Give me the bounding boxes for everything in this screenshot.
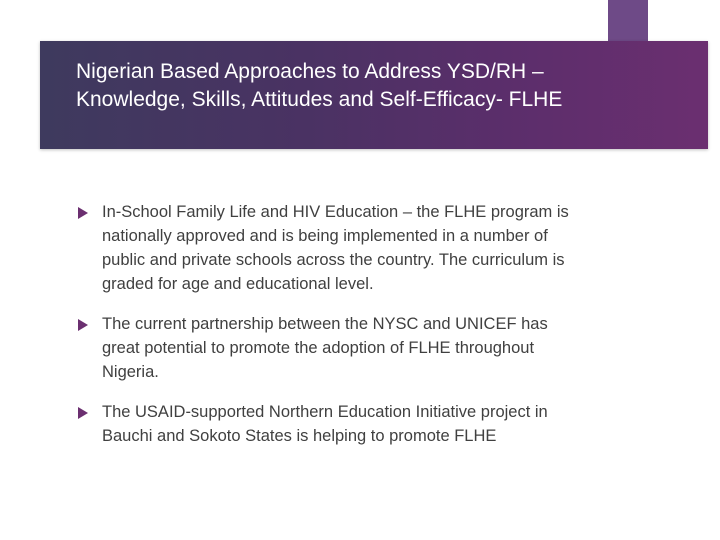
- accent-strip: [608, 0, 648, 41]
- bullet-item-usaid-initiative: [76, 400, 576, 448]
- triangle-bullet-icon: [78, 319, 88, 331]
- bullet-text: The current partnership between the NYSC and UNICEF has great potential to promote the adoption of FLHE throughout Nigeria.: [102, 315, 548, 381]
- bullet-text: In-School Family Life and HIV Education – the FLHE program is nationally approved and is being implemented in a number of public and private schools across the country. The curriculum is graded for age and educational level.: [102, 203, 569, 293]
- bullet-item-nysc-unicef: [76, 312, 576, 384]
- bullet-item-flhe-program: [76, 200, 576, 296]
- title-bar: [40, 41, 708, 149]
- bullet-text: The USAID-supported Northern Education Initiative project in Bauchi and Sokoto States is helping to promote FLHE: [102, 403, 548, 445]
- triangle-bullet-icon: [78, 407, 88, 419]
- slide-title: Nigerian Based Approaches to Address YSD/RH – Knowledge, Skills, Attitudes and Self-Efficacy- FLHE: [76, 60, 563, 111]
- bullet-list: [76, 200, 576, 464]
- triangle-bullet-icon: [78, 207, 88, 219]
